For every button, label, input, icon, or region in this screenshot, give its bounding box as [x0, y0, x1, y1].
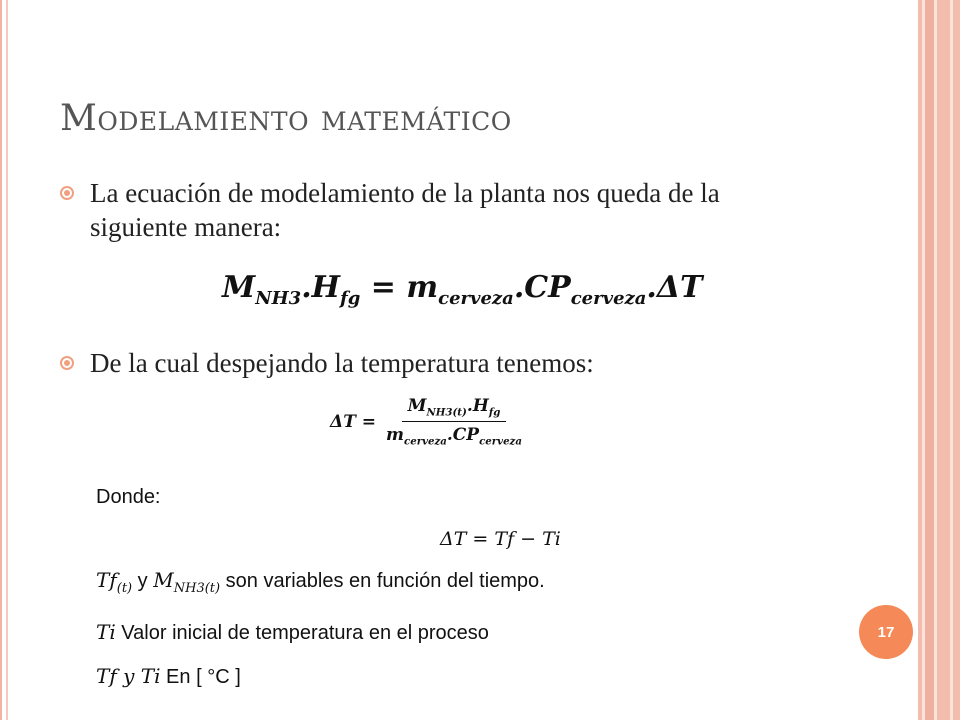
- definition-line-1: $Tf_{(t)}$ y $M_{NH3(t)}$ son variables en función del tiempo.: [96, 568, 545, 596]
- page-number-badge: 17: [859, 605, 913, 659]
- right-stripe: [950, 0, 953, 720]
- definition-line-2: Ti Valor inicial de temperatura en el proceso: [96, 620, 489, 644]
- equation-delta-t: ΔT = $\frac{M_{NH3(t)}.H_{fg}}{m_{cerveza}.CP_{cerveza}}$: [330, 396, 522, 448]
- bullet-icon: [60, 186, 74, 200]
- bullet-icon: [60, 356, 74, 370]
- bullet-text-1: La ecuación de modelamiento de la planta nos queda de la siguiente manera:: [90, 178, 720, 242]
- donde-label: Donde:: [96, 486, 161, 508]
- left-border-line: [0, 0, 2, 720]
- fraction: $\frac{M_{NH3(t)}.H_{fg}}{m_{cerveza}.CP_{cerveza}}$: [386, 396, 522, 448]
- definition-line-3: Tf y Ti En [ °C ]: [96, 664, 241, 688]
- equation-dt-difference: ΔT = Tf − Ti: [440, 528, 561, 550]
- right-stripe: [937, 0, 960, 720]
- equation-energy-balance: $M_{NH3}.H_{fg} = m_{cerveza}.CP_{cerveza}.\Delta T$: [222, 270, 703, 309]
- left-border-line-inner: [6, 0, 8, 720]
- slide-title: Modelamiento matemático: [60, 98, 512, 139]
- bullet-text-2: De la cual despejando la temperatura tenemos:: [90, 348, 594, 378]
- right-stripe: [925, 0, 934, 720]
